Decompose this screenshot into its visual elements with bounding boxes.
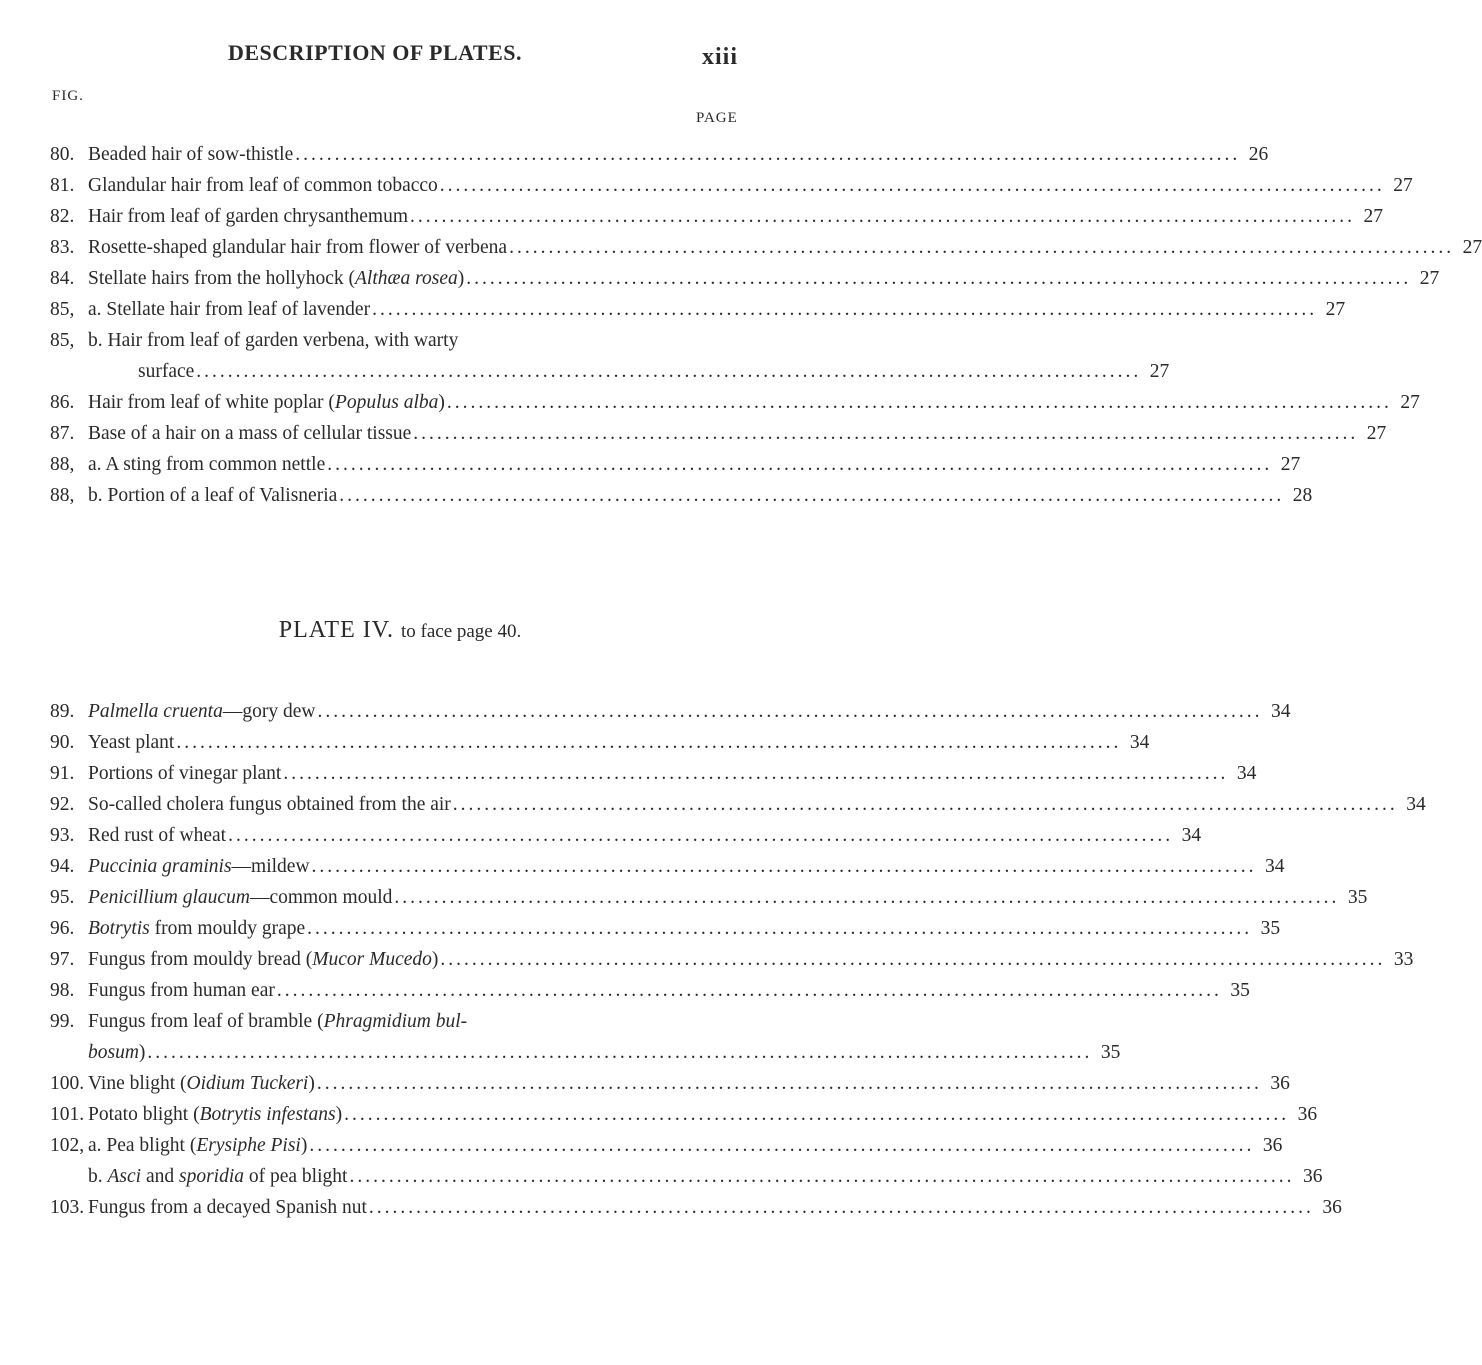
list-item-continuation xyxy=(50,1038,1121,1068)
figure-caption: Penicillium glaucum—common mould xyxy=(88,887,393,908)
leader-dots: ........................................................................................................................ xyxy=(368,1197,1314,1218)
figure-caption: b. Asci and sporidia of pea blight xyxy=(88,1166,348,1187)
figure-caption: Palmella cruenta—gory dew xyxy=(88,701,316,722)
figure-number: 101. xyxy=(50,1104,85,1125)
page-ref: 36 xyxy=(1262,1135,1283,1156)
leader-dots: ........................................................................................................................ xyxy=(276,980,1222,1001)
plate-title: PLATE IV. xyxy=(278,617,394,643)
figure-number: 88, xyxy=(50,485,75,506)
figure-number: 85, xyxy=(50,299,75,320)
list-item xyxy=(50,419,1387,449)
list-item xyxy=(50,1162,1323,1192)
list-item xyxy=(50,481,1313,511)
figure-caption: Potato blight (Botrytis infestans) xyxy=(88,1104,343,1125)
plate-subtitle: to face page 40. xyxy=(400,621,522,642)
figure-number: 85, xyxy=(50,330,75,351)
list-item xyxy=(50,326,740,356)
list-item xyxy=(50,264,1440,294)
list-item xyxy=(50,388,1420,418)
page-ref: 33 xyxy=(1393,949,1414,970)
figure-number: 86. xyxy=(50,392,75,413)
leader-dots: ........................................................................................................................ xyxy=(452,794,1398,815)
figure-number: 92. xyxy=(50,794,75,815)
leader-dots: ........................................................................................................................ xyxy=(147,1042,1093,1063)
figure-caption: Portions of vinegar plant xyxy=(88,763,282,784)
figure-number: 81. xyxy=(50,175,75,196)
leader-dots: ........................................................................................................................ xyxy=(466,268,1412,289)
figure-caption: Vine blight (Oidium Tuckeri) xyxy=(88,1073,315,1094)
page-number: xiii xyxy=(702,44,739,70)
page-ref: 34 xyxy=(1270,701,1291,722)
leader-dots: ........................................................................................................................ xyxy=(316,1073,1262,1094)
figure-number: 102, xyxy=(50,1135,85,1156)
leader-dots: ........................................................................................................................ xyxy=(309,1135,1255,1156)
leader-dots: ........................................................................................................................ xyxy=(372,299,1318,320)
figure-caption: Beaded hair of sow-thistle xyxy=(88,144,294,165)
figure-caption: a. Stellate hair from leaf of lavender xyxy=(88,299,371,320)
page-ref: 34 xyxy=(1181,825,1202,846)
figure-caption: Hair from leaf of garden chrysanthemum xyxy=(88,206,408,227)
figure-caption: Yeast plant xyxy=(88,732,175,753)
figure-number: 95. xyxy=(50,887,75,908)
figure-caption: b. Hair from leaf of garden verbena, with warty xyxy=(88,330,459,351)
leader-dots: ........................................................................................................................ xyxy=(176,732,1122,753)
list-item xyxy=(50,728,1150,758)
leader-dots: ........................................................................................................................ xyxy=(283,763,1229,784)
list-item xyxy=(50,1100,1318,1130)
figure-number: 97. xyxy=(50,949,75,970)
figure-caption: Fungus from leaf of bramble (Phragmidium bul- xyxy=(88,1011,468,1032)
figure-number: 89. xyxy=(50,701,75,722)
list-item xyxy=(50,821,1202,851)
list-item xyxy=(50,759,1257,789)
figure-caption: a. A sting from common nettle xyxy=(88,454,326,475)
figure-caption: Glandular hair from leaf of common tobacco xyxy=(88,175,438,196)
leader-dots: ........................................................................................................................ xyxy=(327,454,1273,475)
figure-caption: Red rust of wheat xyxy=(88,825,227,846)
list-item xyxy=(50,1131,1283,1161)
list-item xyxy=(50,295,1346,325)
figure-number: 82. xyxy=(50,206,75,227)
leader-dots: ........................................................................................................................ xyxy=(439,175,1385,196)
page-ref: 27 xyxy=(1400,392,1420,413)
figure-number: 100. xyxy=(50,1073,85,1094)
list-item xyxy=(50,140,1269,170)
page-ref: 34 xyxy=(1129,732,1150,753)
list-item xyxy=(50,697,1291,727)
leader-dots: ........................................................................................................................ xyxy=(339,485,1285,506)
leader-dots: ........................................................................................................................ xyxy=(446,392,1392,413)
leader-dots: ........................................................................................................................ xyxy=(228,825,1174,846)
list-item-continuation xyxy=(50,357,1170,387)
leader-dots: ........................................................................................................................ xyxy=(307,918,1253,939)
figure-number: 96. xyxy=(50,918,75,939)
figure-caption: Stellate hairs from the hollyhock (Althæa rosea) xyxy=(88,268,465,289)
page-ref: 26 xyxy=(1248,144,1269,165)
page-ref: 27 xyxy=(1462,237,1482,258)
fig-column-heading: FIG. xyxy=(52,88,84,104)
page-ref: 35 xyxy=(1347,887,1368,908)
leader-dots: ........................................................................................................................ xyxy=(440,949,1386,970)
figure-number: 91. xyxy=(50,763,75,784)
plate-heading xyxy=(0,617,800,644)
leader-dots: ........................................................................................................................ xyxy=(196,361,1142,382)
list-item xyxy=(50,1007,740,1037)
page-ref: 36 xyxy=(1297,1104,1318,1125)
page-ref: 28 xyxy=(1292,485,1313,506)
leader-dots: ........................................................................................................................ xyxy=(311,856,1257,877)
figure-caption: a. Pea blight (Erysiphe Pisi) xyxy=(88,1135,308,1156)
page-ref: 36 xyxy=(1322,1197,1342,1218)
list-item xyxy=(50,1069,1290,1099)
figure-number: 90. xyxy=(50,732,75,753)
figure-number: 103. xyxy=(50,1197,85,1218)
figure-number: 87. xyxy=(50,423,75,444)
list-item xyxy=(50,450,1301,480)
leader-dots: ........................................................................................................................ xyxy=(410,206,1355,227)
page-ref: 36 xyxy=(1302,1166,1323,1187)
list-item xyxy=(50,790,1426,820)
leader-dots: ........................................................................................................................ xyxy=(349,1166,1295,1187)
page-ref: 35 xyxy=(1230,980,1250,1001)
list-item xyxy=(50,914,1281,944)
figure-caption-continuation: surface xyxy=(138,361,195,382)
figure-caption-continuation: bosum) xyxy=(88,1042,146,1063)
page-ref: 27 xyxy=(1366,423,1387,444)
list-item xyxy=(50,202,1383,232)
figure-caption: Rosette-shaped glandular hair from flower of verbena xyxy=(88,237,508,258)
list-item xyxy=(50,233,1482,263)
figure-number: 94. xyxy=(50,856,75,877)
page-ref: 34 xyxy=(1265,856,1285,877)
figure-caption: Base of a hair on a mass of cellular tissue xyxy=(88,423,412,444)
leader-dots: ........................................................................................................................ xyxy=(317,701,1263,722)
list-item xyxy=(50,852,1285,882)
figure-number: 99. xyxy=(50,1011,75,1032)
leader-dots: ........................................................................................................................ xyxy=(295,144,1241,165)
running-title: DESCRIPTION OF PLATES. xyxy=(228,40,522,65)
page-ref: 27 xyxy=(1419,268,1440,289)
page-ref: 34 xyxy=(1236,763,1257,784)
figure-caption: Botrytis from mouldy grape xyxy=(88,918,306,939)
figure-caption: Fungus from a decayed Spanish nut xyxy=(88,1197,367,1218)
figure-caption: So-called cholera fungus obtained from the air xyxy=(88,794,451,815)
page-ref: 36 xyxy=(1270,1073,1290,1094)
figure-number: 93. xyxy=(50,825,75,846)
figure-caption: Hair from leaf of white poplar (Populus alba) xyxy=(88,392,445,413)
list-item xyxy=(50,976,1250,1006)
list-item xyxy=(50,1193,1342,1223)
list-item xyxy=(50,945,1414,975)
figure-caption: Fungus from mouldy bread (Mucor Mucedo) xyxy=(88,949,439,970)
figure-number: 88, xyxy=(50,454,75,475)
page-ref: 35 xyxy=(1260,918,1281,939)
leader-dots: ........................................................................................................................ xyxy=(344,1104,1290,1125)
figure-caption: b. Portion of a leaf of Valisneria xyxy=(88,485,338,506)
leader-dots: ........................................................................................................................ xyxy=(509,237,1455,258)
figure-number: 83. xyxy=(50,237,75,258)
list-item xyxy=(50,883,1368,913)
page-ref: 34 xyxy=(1406,794,1426,815)
page-column-heading: PAGE xyxy=(696,110,738,126)
page-ref: 27 xyxy=(1280,454,1301,475)
page-ref: 27 xyxy=(1149,361,1170,382)
figure-number: 84. xyxy=(50,268,75,289)
list-item xyxy=(50,171,1413,201)
leader-dots: ........................................................................................................................ xyxy=(394,887,1340,908)
figure-caption: Puccinia graminis—mildew xyxy=(88,856,310,877)
page-ref: 27 xyxy=(1363,206,1383,227)
leader-dots: ........................................................................................................................ xyxy=(413,423,1359,444)
page-ref: 27 xyxy=(1325,299,1346,320)
figure-number: 98. xyxy=(50,980,75,1001)
page-ref: 27 xyxy=(1393,175,1413,196)
figure-caption: Fungus from human ear xyxy=(88,980,275,1001)
figure-number: 80. xyxy=(50,144,75,165)
page-ref: 35 xyxy=(1100,1042,1121,1063)
